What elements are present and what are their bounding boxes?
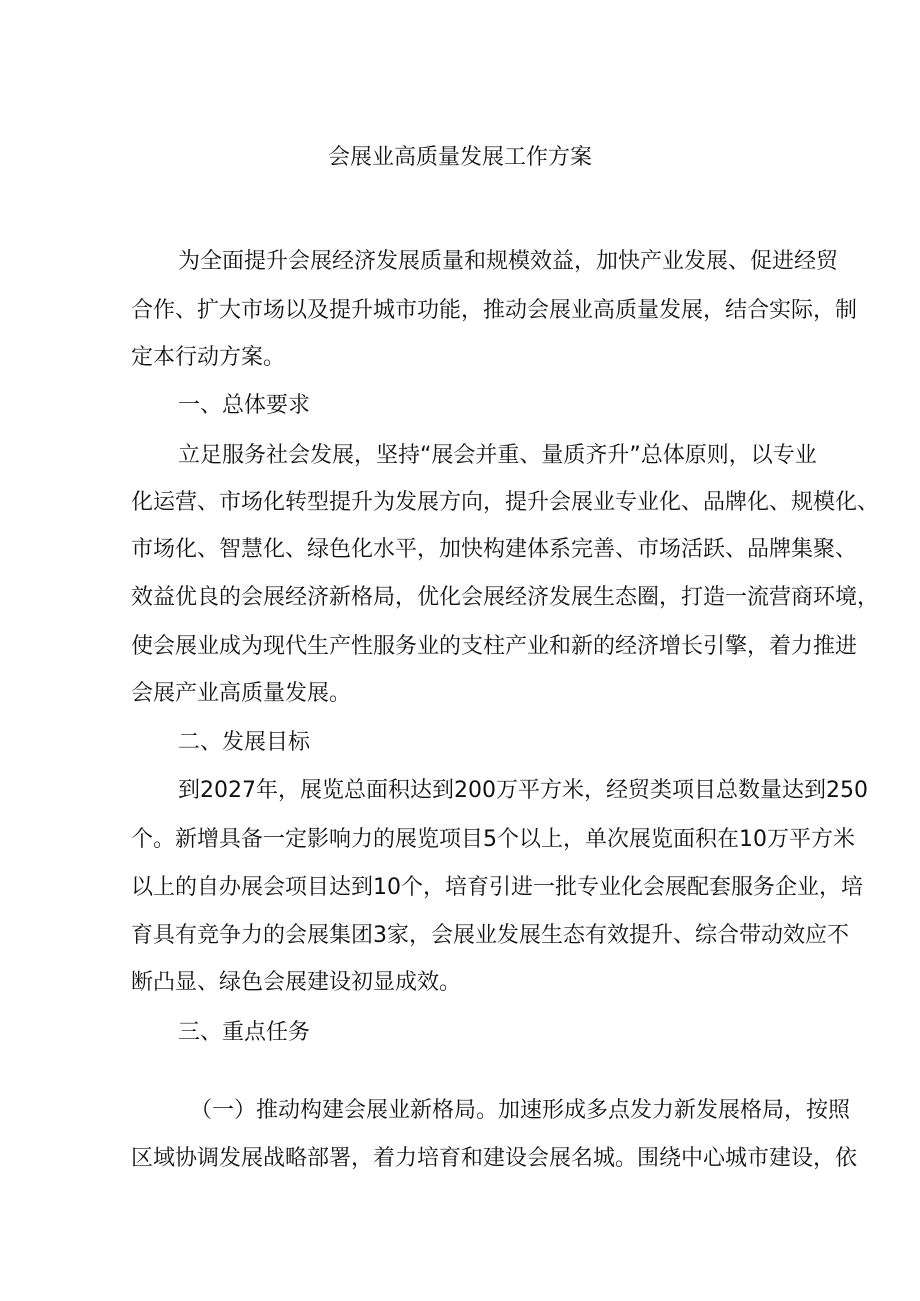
- section-3-line-2: 区域协调发展战略部署，着力培育和建设会展名城。围绕中心城市建设，依: [131, 1146, 858, 1171]
- document-title: 会展业高质量发展工作方案: [327, 145, 592, 170]
- section-2-heading: 二、发展目标: [178, 730, 311, 755]
- intro-line-2: 合作、扩大市场以及提升城市功能，推动会展业高质量发展，结合实际，制: [131, 298, 858, 323]
- section-2-line-1: 到2027年，展览总面积达到200万平方米，经贸类项目总数量达到250: [178, 778, 868, 803]
- section-2-line-5: 断凸显、绿色会展建设初显成效。: [131, 970, 462, 995]
- section-1-line-4: 效益优良的会展经济新格局，优化会展经济发展生态圈，打造一流营商环境，: [131, 585, 880, 610]
- section-2-line-2: 个。新增具备一定影响力的展览项目5个以上，单次展览面积在10万平方米: [131, 827, 855, 852]
- section-1-line-3: 市场化、智慧化、绿色化水平，加快构建体系完善、市场活跃、品牌集聚、: [131, 537, 858, 562]
- section-3-heading: 三、重点任务: [178, 1020, 311, 1045]
- section-1-line-6: 会展产业高质量发展。: [131, 681, 352, 706]
- section-1-heading: 一、总体要求: [178, 393, 311, 418]
- section-1-line-5: 使会展业成为现代生产性服务业的支柱产业和新的经济增长引擎，着力推进: [131, 634, 858, 659]
- section-2-line-3: 以上的自办展会项目达到10个，培育引进一批专业化会展配套服务企业，培: [131, 875, 863, 900]
- intro-line-1: 为全面提升会展经济发展质量和规模效益，加快产业发展、促进经贸: [178, 249, 839, 274]
- section-1-line-1: 立足服务社会发展，坚持“展会并重、量质齐升”总体原则，以专业: [178, 443, 817, 468]
- section-2-line-4: 育具有竞争力的会展集团3家，会展业发展生态有效提升、综合带动效应不: [131, 923, 849, 948]
- intro-line-3: 定本行动方案。: [131, 345, 286, 370]
- section-1-line-2: 化运营、市场化转型提升为发展方向，提升会展业专业化、品牌化、规模化、: [131, 490, 880, 515]
- section-3-line-1: （一）推动构建会展业新格局。加速形成多点发力新发展格局，按照: [190, 1098, 851, 1123]
